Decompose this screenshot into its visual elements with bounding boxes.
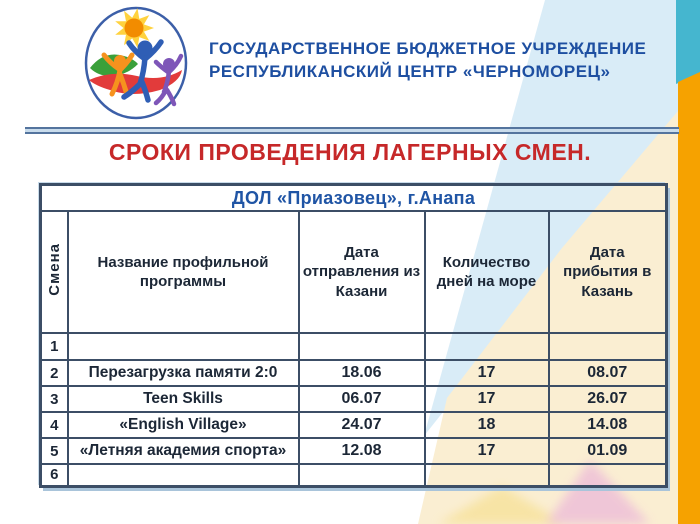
cell-depart: 12.08	[299, 438, 425, 464]
col-header-arrive: Дата прибытия в Казань	[549, 211, 667, 333]
col-header-depart: Дата отправления из Казани	[299, 211, 425, 333]
cell-days	[425, 464, 549, 486]
cell-num: 3	[41, 386, 68, 412]
org-logo	[82, 4, 190, 120]
cell-program	[68, 464, 299, 486]
table-row	[41, 464, 667, 486]
cell-num: 1	[41, 333, 68, 360]
col-header-smena-label: Смена	[45, 242, 63, 296]
cell-program: Перезагрузка памяти 2:0	[68, 360, 299, 386]
cell-arrive: 14.08	[549, 412, 667, 438]
cell-program	[68, 333, 299, 360]
cell-days: 17	[425, 360, 549, 386]
cell-depart: 24.07	[299, 412, 425, 438]
org-name-line2: РЕСПУБЛИКАНСКИЙ ЦЕНТР «ЧЕРНОМОРЕЦ»	[209, 62, 611, 81]
table-row	[41, 360, 667, 386]
cell-arrive	[549, 333, 667, 360]
cell-depart: 06.07	[299, 386, 425, 412]
cell-days: 17	[425, 386, 549, 412]
schedule-table	[39, 183, 668, 488]
cell-depart	[299, 333, 425, 360]
col-header-program: Название профильной программы	[68, 211, 299, 333]
cell-program: Teen Skills	[68, 386, 299, 412]
cell-arrive	[549, 464, 667, 486]
table-row	[41, 333, 667, 360]
table-caption-row	[41, 185, 667, 212]
cell-days: 17	[425, 438, 549, 464]
cell-arrive: 08.07	[549, 360, 667, 386]
table-caption: ДОЛ «Приазовец», г.Анапа	[41, 185, 667, 212]
cell-days: 18	[425, 412, 549, 438]
page-title: СРОКИ ПРОВЕДЕНИЯ ЛАГЕРНЫХ СМЕН.	[108, 139, 592, 165]
cell-num: 2	[41, 360, 68, 386]
cell-program: «Летняя академия спорта»	[68, 438, 299, 464]
org-name	[209, 37, 679, 83]
divider-line	[25, 127, 679, 134]
table-row	[41, 438, 667, 464]
col-header-smena	[41, 211, 68, 333]
table-header-row	[41, 211, 667, 333]
cell-arrive: 01.09	[549, 438, 667, 464]
teal-corner	[676, 0, 700, 84]
figure-blue-head	[138, 41, 153, 56]
cell-program: «English Village»	[68, 412, 299, 438]
orange-stripe	[678, 72, 700, 524]
table-row	[41, 386, 667, 412]
table-row	[41, 412, 667, 438]
cell-days	[425, 333, 549, 360]
org-name-line1: ГОСУДАРСТВЕННОЕ БЮДЖЕТНОЕ УЧРЕЖДЕНИЕ	[209, 39, 647, 58]
cell-depart: 18.06	[299, 360, 425, 386]
sun-icon	[125, 19, 144, 38]
figure-purple-head	[163, 58, 175, 70]
cell-num: 4	[41, 412, 68, 438]
cell-depart	[299, 464, 425, 486]
figure-orange-head	[114, 55, 126, 67]
cell-num: 6	[41, 464, 68, 486]
col-header-days: Количество дней на море	[425, 211, 549, 333]
cell-num: 5	[41, 438, 68, 464]
cell-arrive: 26.07	[549, 386, 667, 412]
